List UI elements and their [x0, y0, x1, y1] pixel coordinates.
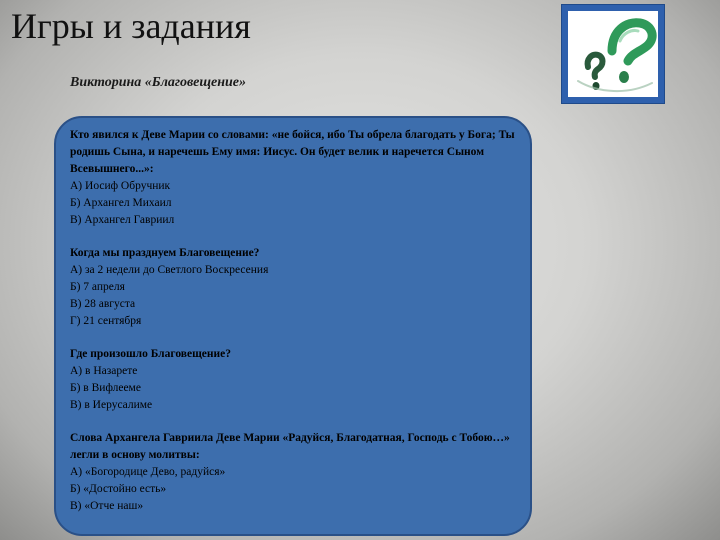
question-text: Кто явился к Деве Марии со словами: «не бойся, ибо Ты обрела благодать у Бога; Ты родишь Сына, и наречешь Ему имя: Иисус. Он будет велик и наречется Сыном Всевышнего...»:: [70, 129, 515, 175]
question-text: Где произошло Благовещение?: [70, 348, 232, 360]
question-1: [70, 127, 524, 229]
answer-option: Г) 21 сентября: [70, 315, 142, 327]
quiz-subtitle: Викторина «Благовещение»: [70, 75, 246, 90]
answer-option: В) 28 августа: [70, 298, 136, 310]
question-3: [70, 346, 524, 414]
answer-option: Б) в Вифлееме: [70, 382, 141, 394]
answer-option: Б) 7 апреля: [70, 281, 125, 293]
slide-title: Игры и задания: [11, 6, 251, 46]
question-marks-icon: [568, 11, 658, 97]
answer-option: А) Иосиф Обручник: [70, 180, 171, 192]
answer-option: В) Архангел Гавриил: [70, 214, 175, 226]
question-text: Слова Архангела Гавриила Деве Марии «Радуйся, Благодатная, Господь с Тобою…» легли в основу молитвы:: [70, 432, 510, 461]
quiz-panel: [54, 116, 532, 536]
logo-frame: [568, 11, 658, 97]
answer-option: В) «Отче наш»: [70, 500, 144, 512]
answer-option: А) в Назарете: [70, 365, 138, 377]
answer-option: В) в Иерусалиме: [70, 399, 153, 411]
question-4: [70, 430, 524, 515]
answer-option: А) «Богородице Дево, радуйся»: [70, 466, 226, 478]
answer-option: Б) «Достойно есть»: [70, 483, 167, 495]
logo: [561, 4, 665, 104]
answer-option: А) за 2 недели до Светлого Воскресения: [70, 264, 269, 276]
question-text: Когда мы празднуем Благовещение?: [70, 247, 260, 259]
answer-option: Б) Архангел Михаил: [70, 197, 172, 209]
question-2: [70, 245, 524, 330]
